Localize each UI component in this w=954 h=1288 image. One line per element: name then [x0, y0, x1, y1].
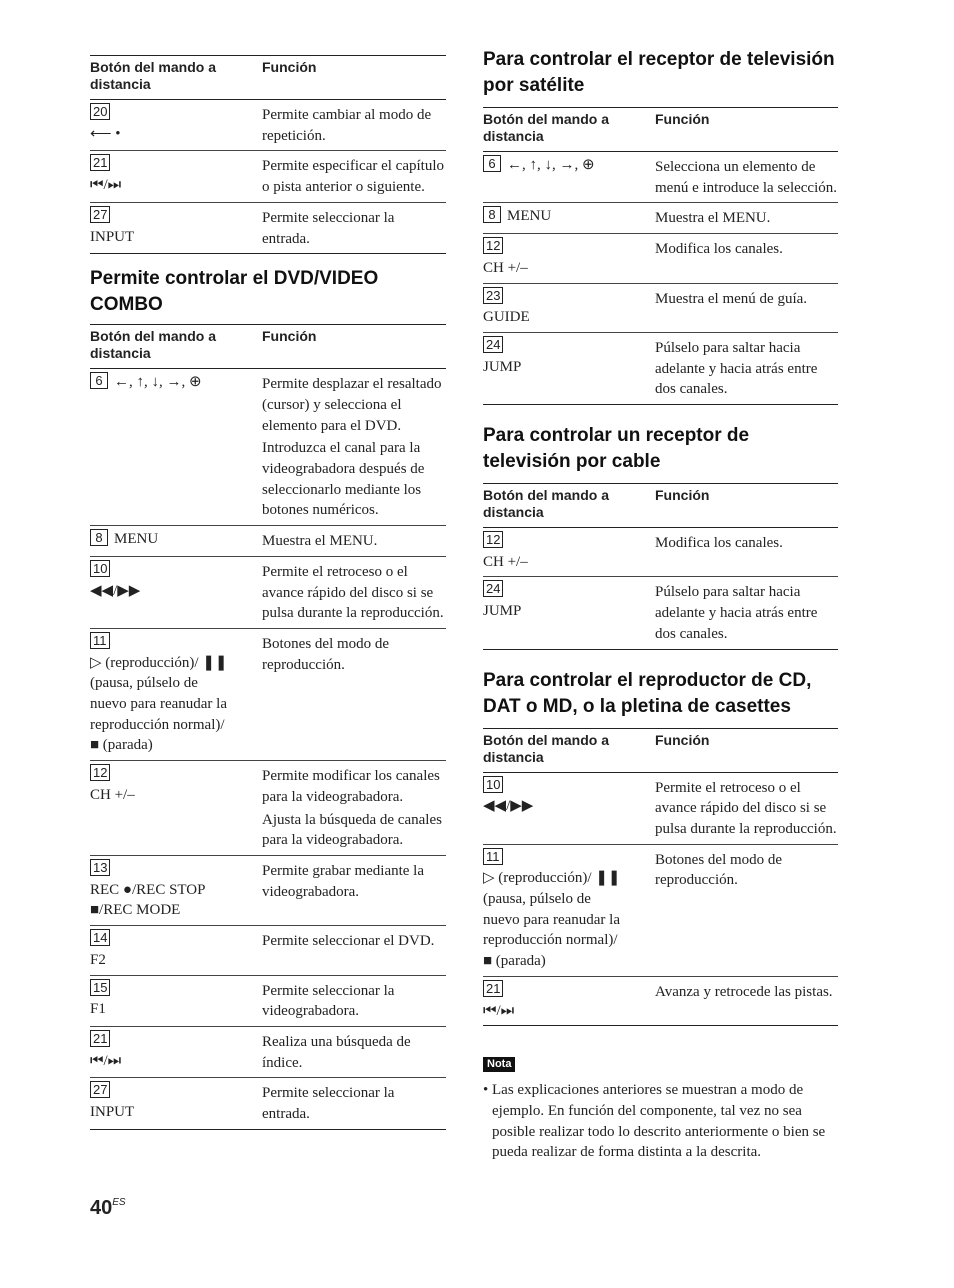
column-header-function: Función	[655, 731, 710, 748]
item-number: 21	[90, 1030, 110, 1047]
page-number-value: 40	[90, 1197, 113, 1219]
item-number: 12	[90, 764, 110, 781]
function-text: Permite el retroceso o el avance rápido del disco si se pulsa durante la reproducción.	[262, 563, 444, 622]
function-text: Ajusta la búsqueda de canales para la videograbadora.	[262, 811, 442, 849]
button-name: INPUT	[90, 1104, 135, 1121]
item-number: 6	[483, 155, 501, 172]
button-cell	[90, 202, 262, 253]
button-name: REC ●/REC STOP ■/REC MODE	[90, 881, 205, 919]
function-text: Púlselo para saltar hacia adelante y hacia atrás entre dos canales.	[655, 339, 818, 398]
function-cell	[262, 761, 446, 856]
table-row	[483, 772, 838, 844]
function-cell	[262, 1078, 446, 1129]
function-text: Modifica los canales.	[655, 535, 783, 552]
cd-table	[483, 728, 838, 1027]
function-text: Púlselo para saltar hacia adelante y hacia atrás entre dos canales.	[655, 584, 818, 642]
cable-table	[483, 483, 838, 650]
button-name: ◀◀/▶▶	[483, 798, 534, 815]
item-number: 23	[483, 287, 503, 304]
button-name: CH +/–	[483, 259, 528, 276]
button-name: ←, ↑, ↓, →, ⊕	[507, 157, 595, 173]
left-column	[90, 0, 446, 1130]
cable-section-title: Para controlar un receptor de televisión por cable	[483, 425, 750, 473]
table-row	[483, 844, 838, 976]
table-row	[90, 761, 446, 856]
button-cell	[483, 332, 655, 404]
column-header-button: Botón del mando a distancia	[90, 59, 216, 92]
function-text: Permite seleccionar el DVD.	[262, 933, 435, 950]
function-cell	[262, 926, 446, 975]
item-number: 24	[483, 336, 503, 353]
item-number: 27	[90, 206, 110, 223]
function-text: Permite seleccionar la entrada.	[262, 1085, 395, 1123]
item-number: 27	[90, 1081, 110, 1098]
function-text: Permite seleccionar la entrada.	[262, 209, 395, 247]
function-text: Permite el retroceso o el avance rápido del disco si se pulsa durante la reproducción.	[655, 779, 837, 837]
button-name: ←, ↑, ↓, →, ⊕	[114, 374, 202, 391]
table-row	[90, 100, 446, 151]
button-name: CH +/–	[90, 786, 135, 803]
button-cell	[90, 926, 262, 975]
column-header-function: Función	[655, 111, 710, 127]
function-cell	[655, 772, 838, 844]
item-number: 8	[483, 206, 501, 223]
table-row	[90, 926, 446, 975]
function-text: Selecciona un elemento de menú e introduce la selección.	[655, 159, 838, 196]
table-row	[90, 1078, 446, 1129]
button-cell	[483, 528, 655, 577]
button-cell	[90, 761, 262, 856]
sat-section-title: Para controlar el receptor de televisión por satélite	[483, 49, 835, 96]
column-header-button: Botón del mando a distancia	[483, 487, 609, 521]
function-text: Introduzca el canal para la videograbadora después de seleccionarlo mediante los botones numéricos.	[262, 440, 425, 519]
column-header-button: Botón del mando a distancia	[483, 111, 609, 144]
function-text: Permite modificar los canales para la videograbadora.	[262, 768, 440, 805]
button-cell	[90, 975, 262, 1026]
button-cell	[483, 976, 655, 1025]
column-header-function: Función	[262, 328, 317, 345]
function-cell	[262, 369, 446, 526]
button-name: F2	[90, 951, 106, 968]
button-name: ⟵ •	[90, 125, 121, 142]
button-cell	[483, 772, 655, 844]
button-cell	[483, 152, 655, 203]
item-number: 8	[90, 529, 108, 546]
button-cell	[90, 556, 262, 628]
table-row	[90, 975, 446, 1026]
function-cell	[262, 526, 446, 557]
page-number-suffix: ES	[112, 1197, 126, 1208]
table-row	[90, 556, 446, 628]
item-number: 12	[483, 531, 503, 548]
sat-table	[483, 107, 838, 405]
note-text: • Las explicaciones anteriores se muestran a modo de ejemplo. En función del componente, tal vez no sea posible realizar todo lo descrito anteriormente o bien se pueda realizar de forma distinta a la descrita.	[483, 1082, 826, 1161]
button-cell	[483, 234, 655, 283]
table-row	[483, 577, 838, 649]
function-cell	[262, 151, 446, 202]
cd-section-title: Para controlar el reproductor de CD, DAT o MD, o la pletina de casettes	[483, 669, 812, 717]
button-cell	[483, 203, 655, 234]
column-header-function: Función	[655, 487, 710, 504]
table-row	[483, 976, 838, 1025]
button-name: ▷ (reproducción)/ ❚❚ (pausa, púlselo de nuevo para reanudar la reproducción normal)/■ (parada)	[483, 870, 621, 970]
table-row	[90, 151, 446, 202]
table-left-top	[90, 55, 446, 254]
function-text: Botones del modo de reproducción.	[655, 851, 783, 889]
item-number: 10	[90, 560, 110, 577]
function-text: Muestra el menú de guía.	[655, 290, 808, 307]
button-name: CH +/–	[483, 553, 528, 570]
item-number: 15	[90, 979, 110, 996]
button-cell	[90, 1026, 262, 1077]
function-text: Permite seleccionar la videograbadora.	[262, 982, 395, 1020]
button-name: JUMP	[483, 358, 522, 375]
item-number: 20	[90, 103, 110, 120]
function-cell	[655, 332, 838, 404]
function-text: Permite cambiar al modo de repetición.	[262, 107, 432, 144]
function-text: Permite grabar mediante la videograbadora.	[262, 862, 425, 900]
table-row	[483, 152, 838, 203]
table-row	[483, 283, 838, 332]
item-number: 21	[483, 980, 503, 997]
function-cell	[262, 975, 446, 1026]
table-row	[483, 203, 838, 234]
function-text: Muestra el MENU.	[655, 210, 771, 227]
button-cell	[90, 151, 262, 202]
note-block	[483, 1054, 838, 1163]
function-text: Realiza una búsqueda de índice.	[262, 1033, 411, 1071]
function-cell	[262, 1026, 446, 1077]
dvd-table	[90, 324, 446, 1130]
item-number: 24	[483, 580, 503, 597]
column-header-button: Botón del mando a distancia	[483, 731, 609, 765]
function-cell	[655, 203, 838, 234]
column-header-function: Función	[262, 59, 317, 75]
button-cell	[483, 844, 655, 976]
note-badge: Nota	[483, 1057, 515, 1072]
table-row	[483, 332, 838, 404]
function-cell	[655, 976, 838, 1025]
button-cell	[483, 577, 655, 649]
button-cell	[90, 628, 262, 760]
table-row	[90, 628, 446, 760]
function-cell	[262, 628, 446, 760]
button-cell	[90, 1078, 262, 1129]
button-name: ▷ (reproducción)/ ❚❚ (pausa, púlselo de nuevo para reanudar la reproducción normal)/■ (parada)	[90, 654, 228, 754]
item-number: 21	[90, 154, 110, 171]
button-name: INPUT	[90, 228, 135, 245]
button-name: ⏮/⏭	[90, 1052, 122, 1069]
function-cell	[655, 234, 838, 283]
table-row	[90, 855, 446, 925]
table-row	[483, 234, 838, 283]
right-column	[483, 0, 838, 1163]
button-name: MENU	[507, 208, 552, 225]
table-row	[483, 528, 838, 577]
function-cell	[655, 528, 838, 577]
button-cell	[90, 369, 262, 526]
button-name: ⏮/⏭	[90, 177, 122, 194]
button-name: MENU	[114, 531, 159, 548]
function-text: Modifica los canales.	[655, 241, 783, 258]
function-cell	[655, 844, 838, 976]
button-name: ◀◀/▶▶	[90, 582, 141, 599]
table-row	[90, 526, 446, 557]
item-number: 12	[483, 237, 503, 254]
function-text: Muestra el MENU.	[262, 533, 378, 550]
button-cell	[483, 283, 655, 332]
function-cell	[655, 577, 838, 649]
button-name: GUIDE	[483, 309, 530, 326]
function-cell	[262, 855, 446, 925]
item-number: 14	[90, 929, 110, 946]
table-row	[90, 202, 446, 253]
function-cell	[262, 100, 446, 151]
button-cell	[90, 100, 262, 151]
button-name: JUMP	[483, 603, 522, 620]
item-number: 13	[90, 859, 110, 876]
function-cell	[655, 152, 838, 203]
column-header-button: Botón del mando a distancia	[90, 328, 216, 362]
function-text: Permite desplazar el resaltado (cursor) y selecciona el elemento para el DVD.	[262, 376, 442, 434]
button-name: ⏮/⏭	[483, 1002, 515, 1019]
item-number: 11	[483, 848, 503, 865]
table-row	[90, 369, 446, 526]
function-cell	[262, 556, 446, 628]
left-top-table	[90, 55, 446, 254]
function-text: Botones del modo de reproducción.	[262, 635, 390, 673]
function-text: Permite especificar el capítulo o pista anterior o siguiente.	[262, 158, 444, 196]
button-cell	[90, 855, 262, 925]
item-number: 6	[90, 372, 108, 389]
page-number	[90, 1197, 126, 1220]
item-number: 10	[483, 776, 503, 793]
item-number: 11	[90, 632, 110, 649]
button-name: F1	[90, 1001, 106, 1018]
function-text: Avanza y retrocede las pistas.	[655, 983, 833, 1000]
table-row	[90, 1026, 446, 1077]
button-cell	[90, 526, 262, 557]
function-cell	[655, 283, 838, 332]
function-cell	[262, 202, 446, 253]
dvd-section-title: Permite controlar el DVD/VIDEO COMBO	[90, 268, 379, 316]
